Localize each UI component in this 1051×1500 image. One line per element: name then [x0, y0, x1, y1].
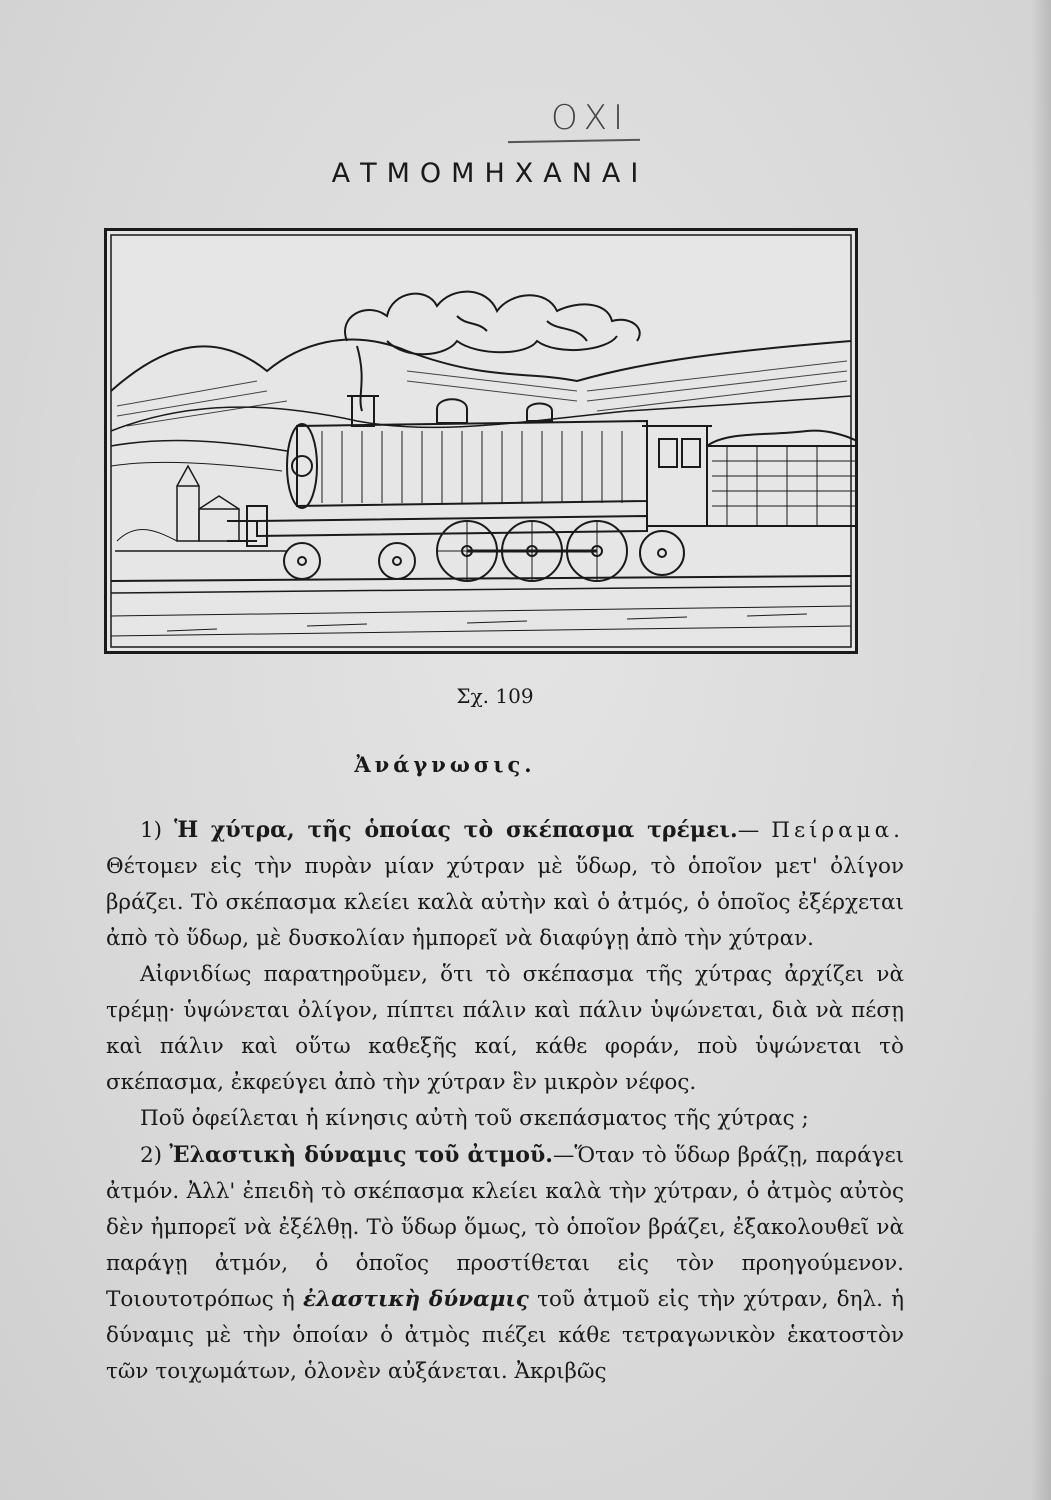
locomotive-front	[227, 506, 647, 546]
paragraph-2: Αἰφνιδίως παρατηροῦμεν, ὅτι τὸ σκέπασμα τῆς χύτρας ἀρχίζει νὰ τρέμῃ· ὑψώνεται ὀλίγον, πίπτει πάλιν καὶ πάλιν ὑψώνεται, διὰ νὰ πέσῃ καὶ πάλιν καὶ οὕτω καθεξῆς καί, κάθε φοράν, ποὺ ὑψώνεται τὸ σκέπασμα, ἐκφεύγει ἀπὸ τὴν χύτραν ἓν μικρὸν νέφος.	[106, 962, 904, 1095]
locomotive-wheels	[284, 521, 684, 581]
locomotive-cab	[642, 426, 712, 526]
smoke-cloud	[345, 292, 640, 411]
page-edge-shadow	[1031, 0, 1051, 1500]
paragraph-3: Ποῦ ὀφείλεται ἡ κίνησις αὐτὴ τοῦ σκεπάσματος τῆς χύτρας ;	[140, 1106, 809, 1131]
paragraph-4	[106, 1137, 904, 1390]
paragraph-text: Ὅταν τὸ ὕδωρ βράζῃ, παράγει ἀτμόν. Ἀλλ' ἐπειδὴ τὸ σκέπασμα κλείει καλὰ τὴν χύτραν, ὁ ἀτμὸς αὐτὸς δὲν ἠμπορεῖ νὰ ἐξέλθῃ. Τὸ ὕδωρ ὅμως, τὸ ὁποῖον βράζει, ἐξακολουθεῖ νὰ παράγῃ ἀτμόν, ὁ ὁποῖος προστίθεται εἰς τὸν προηγούμενον. Τοιουτοτρόπως ἡ	[106, 1143, 905, 1312]
page-title: ΑΤΜΟΜΗΧΑΝΑΙ	[331, 158, 649, 189]
paragraph-number: 2)	[140, 1143, 163, 1168]
paragraph-heading: Ἡ χύτρα, τῆς ὁποίας τὸ σκέπασμα τρέμει.	[174, 817, 738, 843]
village	[115, 466, 287, 551]
coal-tender	[707, 431, 855, 526]
paragraph-1	[106, 812, 904, 957]
handwritten-underline	[508, 139, 640, 143]
paragraph-heading: Ἐλαστικὴ δύναμις τοῦ ἀτμοῦ.	[169, 1142, 553, 1168]
experiment-label: Πείραμα.	[771, 818, 905, 843]
paragraph-number: 1)	[140, 818, 163, 843]
locomotive-illustration	[104, 228, 858, 654]
paragraph-text: τοῦ ἀτμοῦ εἰς τὴν χύτραν, δηλ. ἡ δύναμις μὲ τὴν ὁποίαν ὁ ἀτμὸς πιέζει κάθε τετραγωνικὸν ἑκατοστὸν τῶν τοιχωμάτων, ὁλονὲν αὐξάνεται. Ἀκριβῶς	[106, 1287, 904, 1384]
figure-caption: Σχ. 109	[456, 684, 534, 708]
railway-track	[111, 576, 851, 636]
handwritten-note: ΟΧΙ	[550, 98, 630, 138]
body-text	[106, 812, 904, 1390]
paragraph-text: Θέτομεν εἰς τὴν πυρὰν μίαν χύτραν μὲ ὕδωρ, τὸ ὁποῖον μετ' ὀλίγον βράζει. Τὸ σκέπασμα κλείει καλὰ αὐτὴν καὶ ὁ ἀτμός, ὁ ὁποῖος ἐξέρχεται ἀπὸ τὸ ὕδωρ, μὲ δυσκολίαν ἠμπορεῖ νὰ διαφύγῃ ἀπὸ τὴν χύτραν.	[106, 854, 904, 951]
dash: —	[737, 818, 760, 843]
emphasized-term: ἐλαστικὴ δύναμις	[302, 1287, 529, 1312]
locomotive-boiler	[287, 396, 647, 508]
section-heading: Ἀνάγνωσις.	[354, 752, 536, 777]
dash: —	[552, 1143, 575, 1168]
